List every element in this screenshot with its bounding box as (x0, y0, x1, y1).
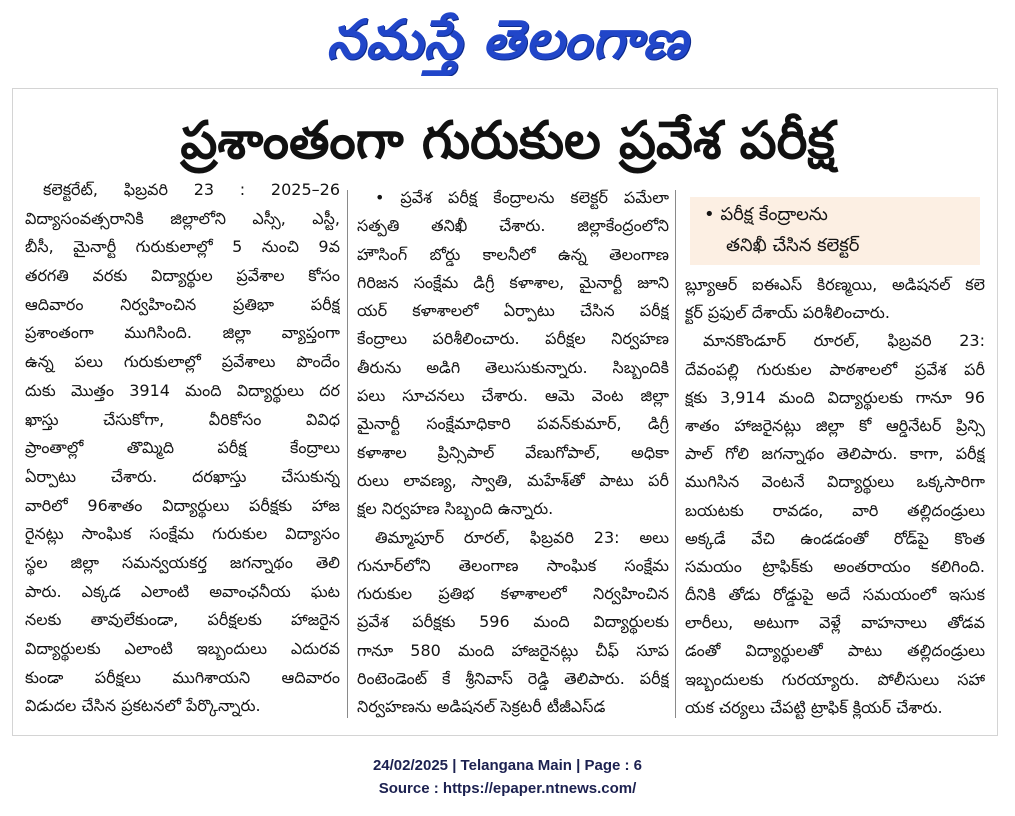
article-line: గునూర్‌లోని తెలంగాణ సాంఘిక సంక్షేమ (357, 555, 669, 575)
article-line: క్టర్ ప్రఫుల్ దేశాయ్ పరిశీలించారు. (685, 303, 890, 323)
article-column-1 (25, 176, 340, 721)
article-line: రింటెండెంట్ కే శ్రీనివాస్ రెడ్డి తెలిపారు. పరీక్ష (357, 669, 669, 689)
article-line: అక్కడే వేచి ఉండడంతో రోడ్‌పై కొంత (685, 528, 985, 548)
article-line: సమయం ట్రాఫిక్‌కు అంతరాయం కలిగింది. (685, 556, 985, 576)
footer-source: Source : https://epaper.ntnews.com/ (378, 780, 637, 797)
article-line: యర్ కళాశాలలో ఏర్పాటు చేసిన పరీక్ష (357, 301, 669, 321)
article-line: కుండా పరీక్షలు ముగిశాయని ఆదివారం (25, 667, 340, 687)
article-line: తీరును అడిగి తెలుసుకున్నారు. సిబ్బందికి (357, 357, 669, 377)
article-line: ముగిసిన వెంటనే విద్యార్థులు ఒక్కసారిగా (685, 472, 985, 492)
article-line: హౌసింగ్ బోర్డు కాలనీలో ఉన్న తెలంగాణ (357, 244, 669, 264)
column-divider (675, 190, 676, 718)
article-line: ప్రాంతాల్లో తొమ్మిది పరీక్ష కేంద్రాలు (25, 438, 340, 458)
highlight-box-line: • పరీక్ష కేంద్రాలను (704, 204, 828, 225)
article-line: యక చర్యలు చేపట్టి ట్రాఫిక్ క్లియర్ చేశారు. (685, 697, 943, 717)
footer-date-edition: 24/02/2025 | Telangana Main | Page : 6 (372, 757, 643, 774)
article-line: పారు. ఎక్కడ ఎలాంటి అవాంఛనీయ ఘట (25, 581, 340, 601)
article-line: శాతం హాజరైనట్లు జిల్లా కో ఆర్డినేటర్ ప్రిన్సి (685, 415, 985, 435)
highlight-box-line: తనిఖీ చేసిన కలెక్టర్ (726, 235, 860, 256)
article-line: విద్యాసంవత్సరానికి జిల్లాలోని ఎస్సీ, ఎస్టీ, (25, 208, 340, 228)
article-line: దుకు మొత్తం 3914 మంది విద్యార్థులు దర (25, 380, 340, 400)
article-line: గిరిజన సంక్షేమ డిగ్రీ కళాశాల, మైనార్టీ జూని (357, 272, 669, 292)
article-line: పలు సూచనలు చేశారు. ఆమె వెంట జిల్లా (357, 386, 669, 406)
highlight-box (690, 197, 980, 265)
article-line: గానూ 580 మంది హాజరైనట్లు చీఫ్ సూప (357, 640, 669, 660)
article-line: • ప్రవేశ పరీక్ష కేంద్రాలను కలెక్టర్ పమేలా (375, 188, 669, 207)
article-line: నిర్వహణను అడిషనల్ సెక్రటరీ టీజీఎస్‌డ (357, 697, 606, 717)
article-line: ప్రశాంతంగా ముగిసింది. జిల్లా వ్యాప్తంగా (25, 323, 340, 343)
article-line: కళాశాల ప్రిన్సిపాల్ వేణుగోపాల్, అధికా (357, 442, 669, 462)
article-line: కేంద్రాలు పరిశీలించారు. పరీక్షల నిర్వహణ (357, 329, 669, 349)
article-line: రులు లావణ్య, స్వాతి, మహేశ్‌తో పాటు పరీ (357, 470, 669, 490)
article-line: ఇబ్బందులకు గురయ్యారు. పోలీసులు సహా (685, 669, 985, 689)
article-headline: ప్రశాంతంగా గురుకుల ప్రవేశ పరీక్ష (180, 111, 835, 171)
article-line: బ్ల్యూఆర్ ఐఈఎస్ కిరణ్మయి, అడిషనల్ కలె (685, 275, 985, 294)
article-line: దీనికి తోడు రోడ్డుపై అదే సమయంలో ఇసుక (685, 585, 985, 605)
article-line: ప్రవేశ పరీక్షకు 596 మంది విద్యార్థులకు (357, 612, 669, 632)
article-line: దేవంపల్లి గురుకుల పాఠశాలలో ప్రవేశ పరీ (685, 359, 985, 379)
article-line: ఏర్పాటు చేశారు. దరఖాస్తు చేసుకున్న (25, 466, 340, 486)
article-column-3 (685, 271, 985, 722)
article-line: తరగతి వరకు విద్యార్థుల ప్రవేశాల కోసం (25, 266, 340, 286)
article-line: విద్యార్థులకు ఎలాంటి ఇబ్బందులు ఎదురవ (25, 639, 340, 658)
article-line: ఆదివారం నిర్వహించిన ప్రతిభా పరీక్ష (25, 294, 340, 314)
article-line: బీసీ, మైనార్టీ గురుకులాల్లో 5 నుంచి 9వ (25, 237, 340, 257)
article-line: బయటకు రావడం, వారి తల్లిదండ్రులు (685, 500, 985, 520)
article-line: క్షకు 3,914 మంది విద్యార్థులకు గానూ 96 (685, 387, 985, 407)
article-line: పాల్ గోలి జగన్నాథం తెలిపారు. కాగా, పరీక్ష (685, 444, 985, 464)
article-line: క్షల నిర్వహణ సిబ్బంది ఉన్నారు. (357, 499, 554, 519)
article-line: నలకు తావులేకుండా, పరీక్షలకు హాజరైన (25, 610, 340, 630)
article-line: ఉన్న పలు గురుకులాల్లో ప్రవేశాలు పొందేం (25, 352, 340, 372)
article-line: సత్పతి తనిఖీ చేశారు. జిల్లాకేంద్రంలోని (357, 216, 669, 236)
article-line: విడుదల చేసిన ప్రకటనలో పేర్కొన్నారు. (25, 696, 261, 716)
article-line: తిమ్మాపూర్ రూరల్, ఫిబ్రవరి 23: అలు (375, 527, 669, 547)
article-line: గురుకుల ప్రతిభ కళాశాలలో నిర్వహించిన (357, 584, 669, 604)
article-line: డంతో విద్యార్థులతో పాటు తల్లిదండ్రులు (685, 641, 985, 661)
newspaper-masthead-logo: నమస్తే తెలంగాణ (326, 8, 689, 71)
article-line: స్థల జిల్లా సమన్వయకర్త జగన్నాథం తెలి (25, 552, 340, 572)
article-line: రైనట్లు సాంఘిక సంక్షేమ గురుకుల విద్యాసం (25, 524, 340, 544)
column-divider (347, 190, 348, 718)
article-line: ఖాస్తు చేసుకోగా, వీరికోసం వివిధ (25, 409, 340, 429)
article-line: కలెక్టరేట్, ఫిబ్రవరి 23 : 2025–26 (43, 180, 340, 199)
article-line: మైనార్టీ సంక్షేమాధికారి పవన్‌కుమార్, డిగ్రీ (357, 414, 669, 434)
article-column-2 (357, 184, 669, 722)
article-line: మానకొండూర్ రూరల్, ఫిబ్రవరి 23: (703, 331, 985, 351)
article-line: వారిలో 96శాతం విద్యార్థులు పరీక్షకు హాజ (25, 495, 340, 515)
article-line: లారీలు, అటుగా వెళ్లే వాహనాలు తోడవ (685, 613, 985, 633)
